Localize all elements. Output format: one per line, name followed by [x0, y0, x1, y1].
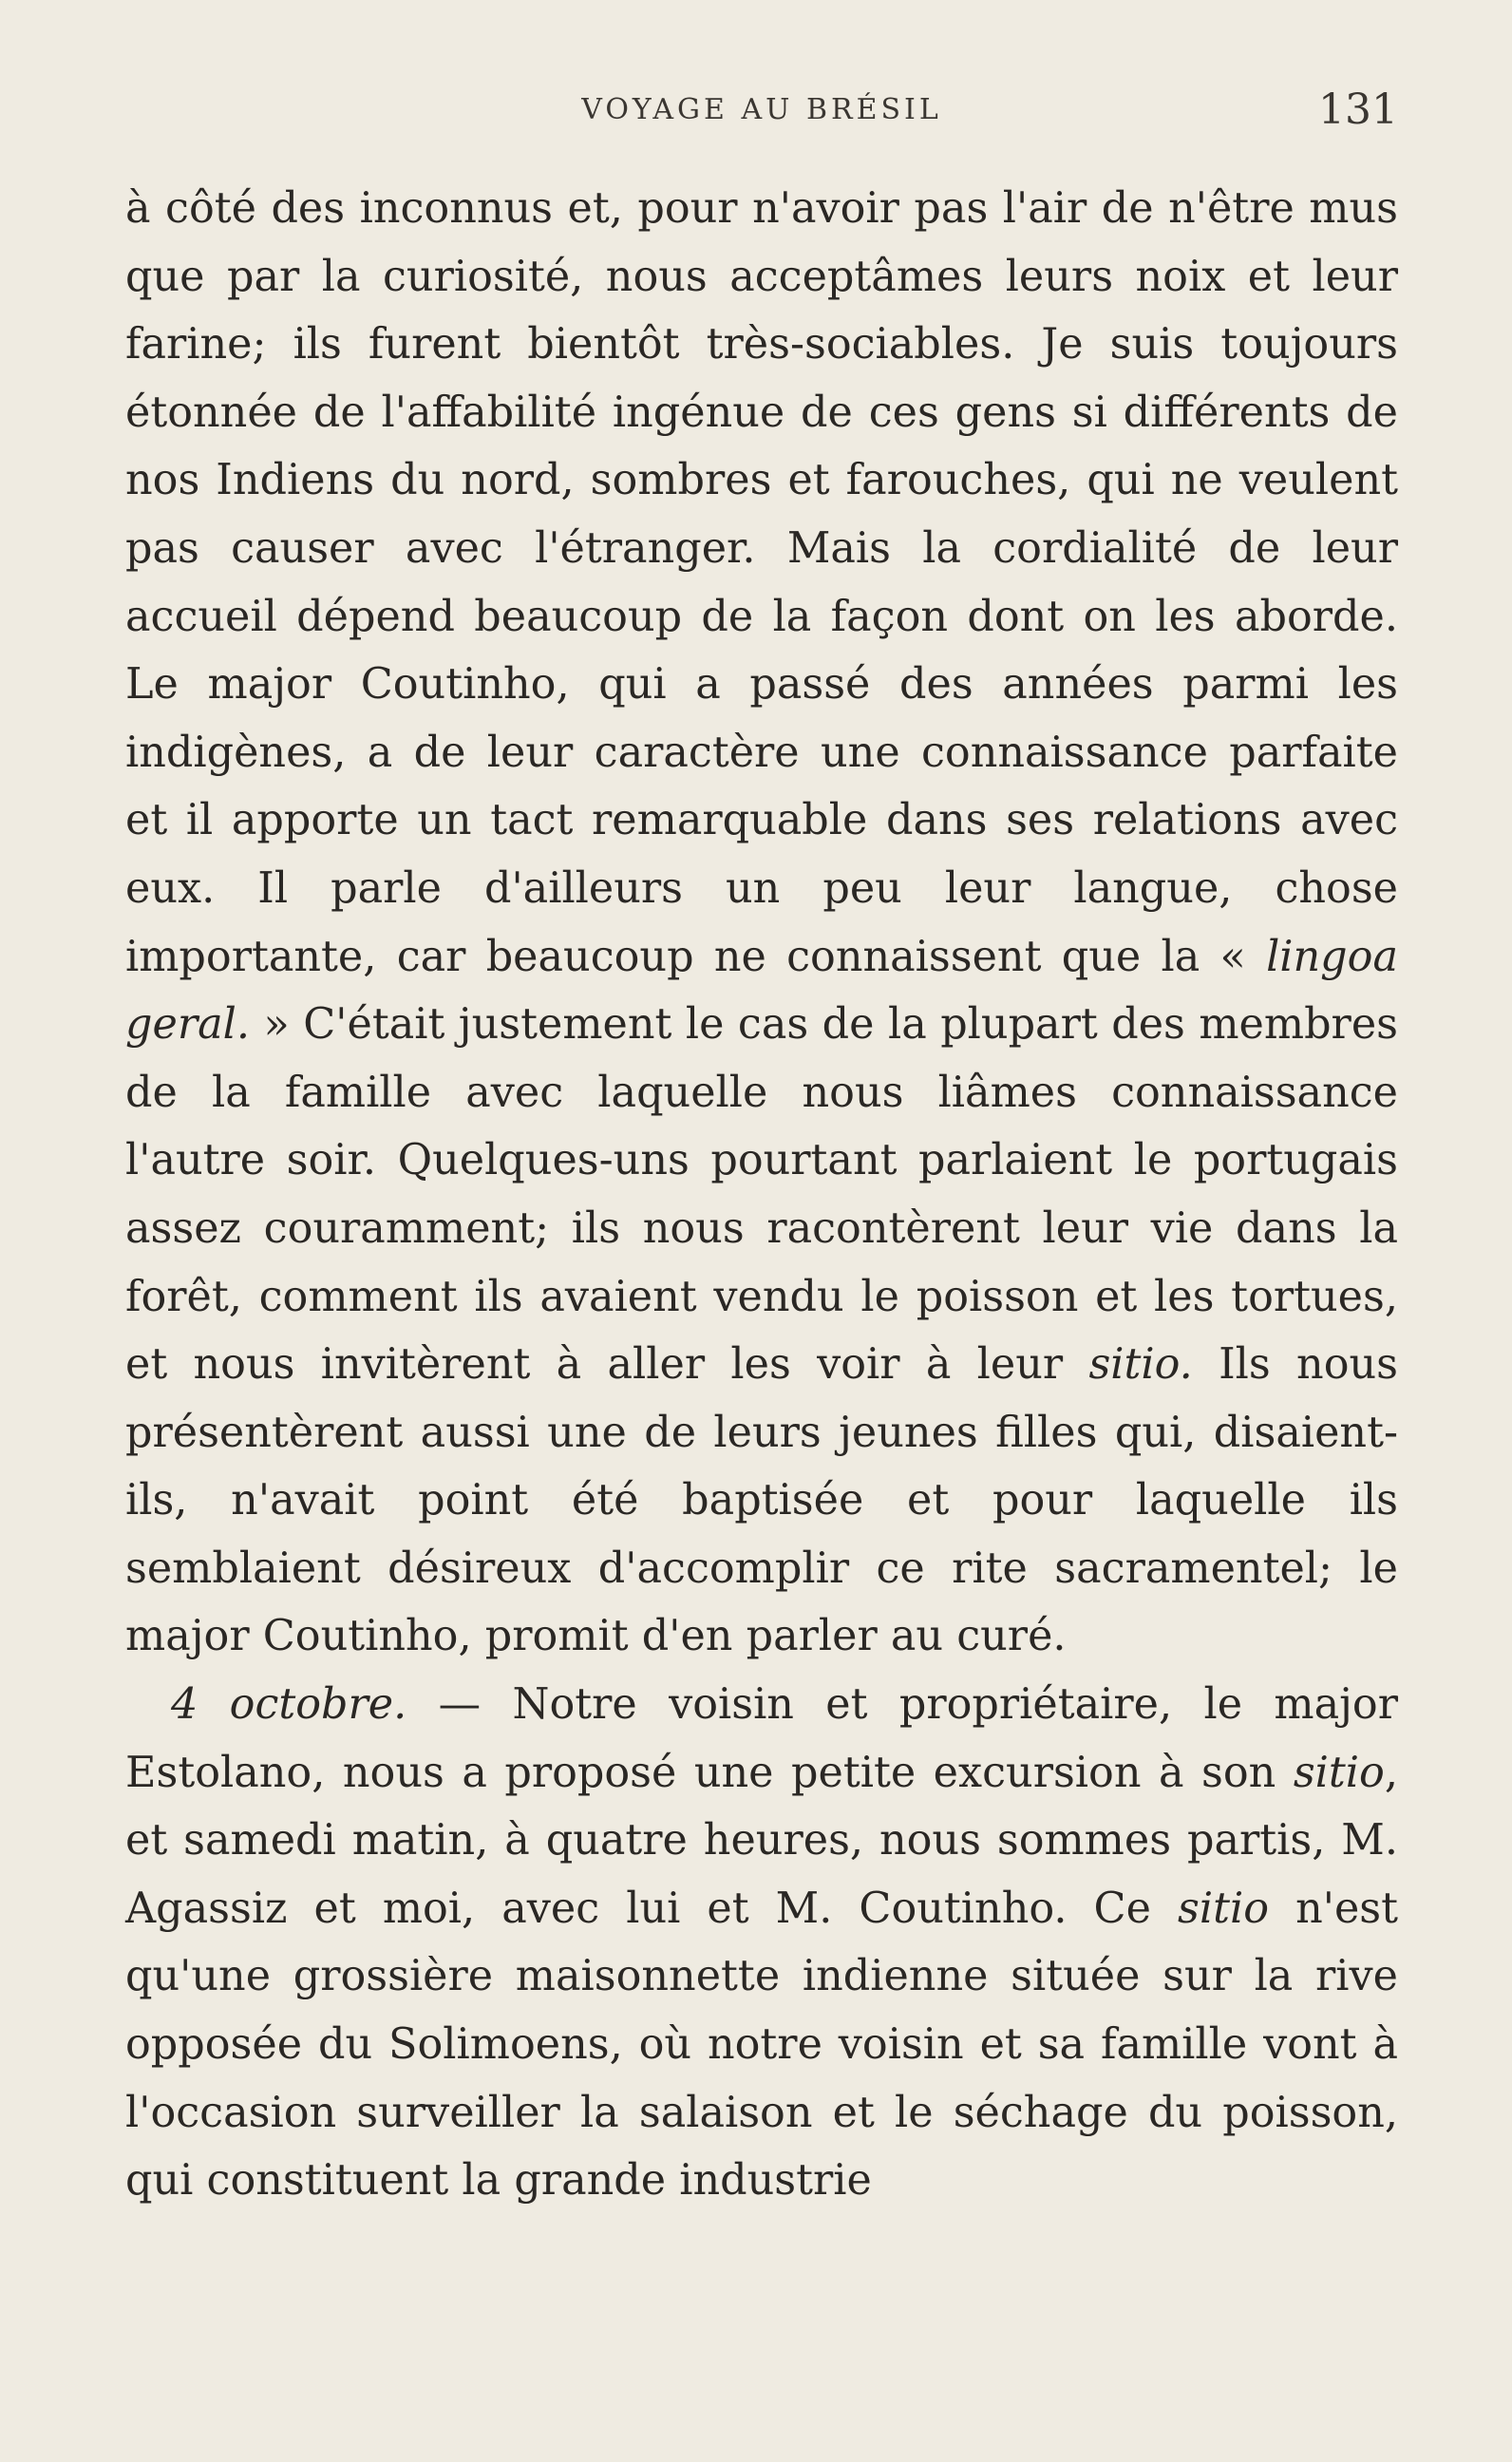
paragraph-2-text-c: n'est qu'une grossière maisonnette indienne située sur la rive opposée du Solimoens, où notre voisin et sa famille vont à l'occasion surveiller la salaison et le séchage du poisson, qui constituent la grande industrie: [125, 1884, 1399, 2206]
paragraph-1: [125, 175, 1398, 1671]
italic-sitio-3: sitio: [1178, 1884, 1269, 1933]
paragraph-1-text-c: Ils nous présentèrent aussi une de leurs jeunes filles qui, disaient-ils, n'avait point été baptisée et pour laquelle ils semblaient désireux d'accomplir ce rite sacramentel; le major Coutinho, promit d'en parler au curé.: [125, 1340, 1398, 1661]
running-title: VOYAGE AU BRÉSIL: [581, 93, 942, 126]
italic-sitio-2: sitio: [1293, 1748, 1385, 1797]
italic-lingoa-geral: lingoa geral.: [125, 932, 1398, 1050]
paragraph-1-text-a: à côté des inconnus et, pour n'avoir pas l'air de n'être mus que par la curiosité, nous acceptâmes leurs noix et leur farine; ils furent bientôt très-sociables. Je suis toujours étonnée de l'affabilité ingénue de ces gens si différents de nos Indiens du nord, sombres et farouches, qui ne veulent pas causer avec l'étranger. Mais la cordialité de leur accueil dépend beaucoup de la façon dont on les aborde. Le major Coutinho, qui a passé des années parmi les indigènes, a de leur caractère une connaissance parfaite et il apporte un tact remarquable dans ses relations avec eux. Il parle d'ailleurs un peu leur langue, chose importante, car beaucoup ne connaissent que la «: [125, 184, 1398, 981]
page-number: 131: [1318, 85, 1398, 134]
paragraph-2-text-a: — Notre voisin et propriétaire, le major Estolano, nous a proposé une petite excursion à son: [125, 1680, 1398, 1797]
paragraph-2: [125, 1671, 1398, 2215]
body-text: [125, 175, 1398, 2215]
paragraph-1-text-b: » C'était justement le cas de la plupart des membres de la famille avec laquelle nous liâmes connaissance l'autre soir. Quelques-uns pourtant parlaient le portugais assez couramment; ils nous racontèrent leur vie dans la forêt, comment ils avaient vendu le poisson et les tortues, et nous invitèrent à aller les voir à leur: [125, 1000, 1398, 1390]
page-header: [125, 85, 1398, 142]
paragraph-2-text-b: , et samedi matin, à quatre heures, nous sommes partis, M. Agassiz et moi, avec lui et M. Coutinho. Ce: [125, 1748, 1398, 1933]
italic-sitio: sitio.: [1088, 1340, 1193, 1390]
date-heading: 4 octobre.: [171, 1680, 407, 1730]
